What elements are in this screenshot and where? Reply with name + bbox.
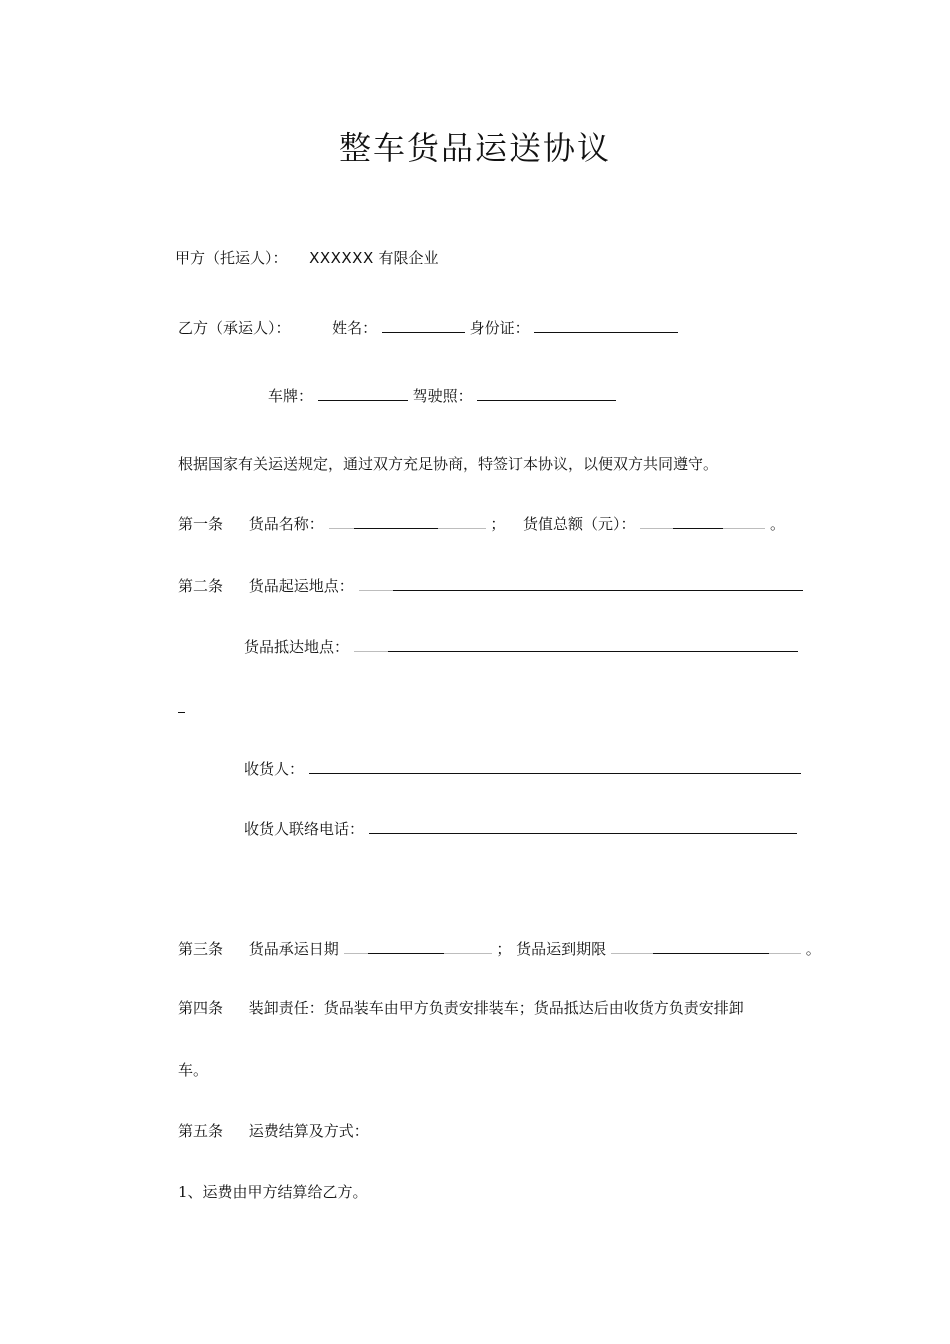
article-5-item-1: 1、运费由甲方结算给乙方。 — [178, 1183, 368, 1201]
plate-label: 车牌： — [268, 387, 314, 405]
article-4-text: 装卸责任：货品装车由甲方负责安排装车；货品抵达后由收货方负责安排卸 — [248, 999, 744, 1017]
destination-blank[interactable] — [388, 636, 798, 652]
article-5-text: 运费结算及方式： — [248, 1122, 369, 1140]
destination-blank-lead — [354, 636, 388, 652]
goods-value-blank[interactable] — [673, 513, 723, 529]
party-b-line — [178, 317, 678, 338]
consignee-phone-blank[interactable] — [369, 818, 797, 834]
license-blank[interactable] — [477, 385, 616, 401]
article-1-separator: ； — [490, 515, 506, 533]
intro-paragraph: 根据国家有关运送规定，通过双方充足协商，特签订本协议，以便双方共同遵守。 — [178, 455, 719, 473]
goods-name-blank-tail — [438, 513, 486, 529]
article-3-line — [178, 938, 821, 959]
article-3-end: 。 — [805, 940, 821, 958]
goods-name-blank[interactable] — [354, 513, 438, 529]
party-a-line — [175, 248, 439, 268]
goods-value-label: 货值总额（元）： — [522, 515, 636, 533]
consignee-phone-line — [244, 818, 797, 839]
article-4-continuation: 车。 — [178, 1061, 209, 1079]
article-5-line — [178, 1121, 369, 1141]
deadline-label: 货品运到期限 — [516, 940, 607, 958]
consignee-line — [244, 758, 801, 779]
party-a-label: 甲方（托运人）： — [175, 249, 288, 267]
article-2-destination-line — [244, 636, 798, 657]
article-4-number: 第四条 — [178, 999, 224, 1017]
article-1-line — [178, 513, 785, 534]
id-label: 身份证： — [469, 319, 530, 337]
article-2-origin-line — [178, 575, 803, 596]
party-b-label: 乙方（承运人）： — [178, 319, 291, 337]
article-1-end: 。 — [770, 515, 786, 533]
deadline-blank[interactable] — [653, 938, 769, 954]
ship-date-blank-lead — [344, 938, 368, 954]
deadline-blank-tail — [769, 938, 801, 954]
continuation-dash — [178, 712, 185, 713]
article-4-line — [178, 998, 744, 1018]
origin-blank-lead — [359, 575, 393, 591]
document-title: 整车货品运送协议 — [338, 129, 611, 167]
id-blank[interactable] — [534, 317, 678, 333]
article-1-number: 第一条 — [178, 515, 224, 533]
goods-name-label: 货品名称： — [248, 515, 324, 533]
ship-date-label: 货品承运日期 — [248, 940, 339, 958]
license-label: 驾驶照： — [412, 387, 473, 405]
consignee-phone-label: 收货人联络电话： — [244, 820, 365, 838]
goods-value-blank-tail — [723, 513, 765, 529]
consignee-label: 收货人： — [244, 760, 305, 778]
name-label: 姓名： — [332, 319, 378, 337]
destination-label: 货品抵达地点： — [244, 638, 350, 656]
ship-date-blank-tail — [444, 938, 492, 954]
name-blank[interactable] — [382, 317, 465, 333]
article-5-number: 第五条 — [178, 1122, 224, 1140]
article-2-number: 第二条 — [178, 577, 224, 595]
origin-label: 货品起运地点： — [248, 577, 354, 595]
consignee-blank[interactable] — [309, 758, 801, 774]
plate-blank[interactable] — [318, 385, 408, 401]
ship-date-blank[interactable] — [368, 938, 444, 954]
article-3-separator: ； — [496, 940, 512, 958]
party-a-suffix: 有限企业 — [378, 249, 439, 267]
vehicle-line — [268, 385, 616, 406]
party-a-value: XXXXXX — [309, 249, 374, 267]
deadline-blank-lead — [611, 938, 653, 954]
goods-name-blank-lead — [329, 513, 354, 529]
article-3-number: 第三条 — [178, 940, 224, 958]
goods-value-blank-lead — [640, 513, 673, 529]
origin-blank[interactable] — [393, 575, 803, 591]
